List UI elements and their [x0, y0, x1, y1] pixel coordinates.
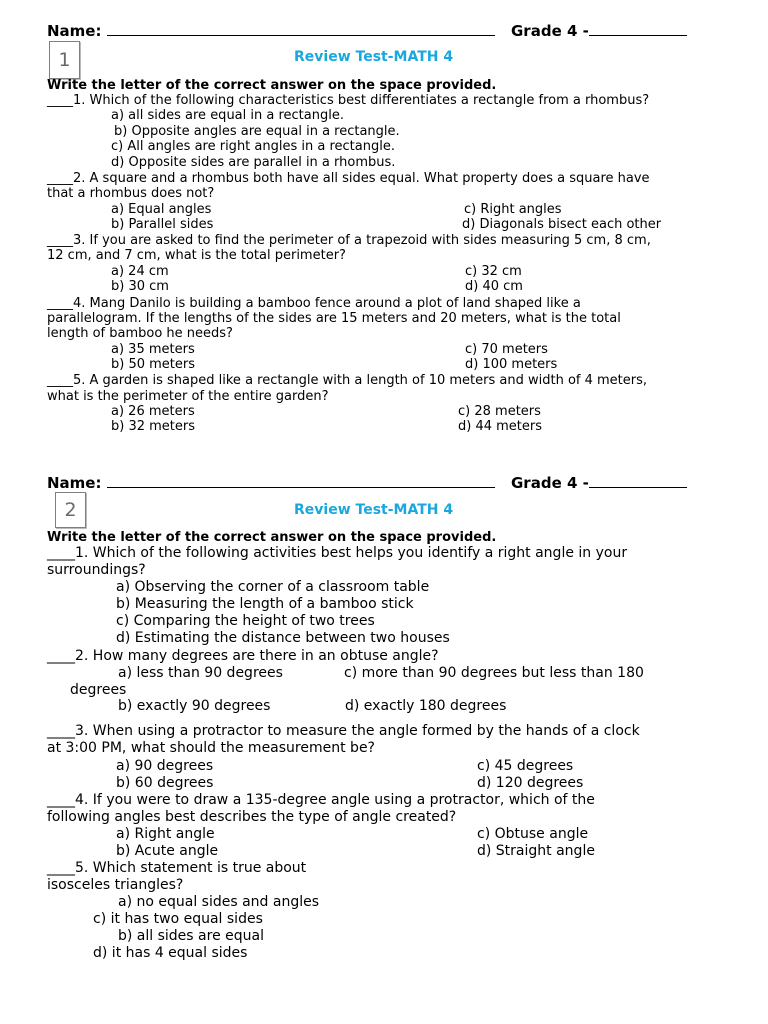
- question-2-cont: that a rhombus does not?: [47, 186, 215, 201]
- question-4: ____4. If you were to draw a 135-degree angle using a protractor, which of the: [47, 792, 595, 808]
- choice-b: b) 50 meters: [111, 357, 196, 372]
- choice-b: b) 60 degrees: [116, 775, 214, 791]
- question-4: ____4. Mang Danilo is building a bamboo fence around a plot of land shaped like a: [47, 296, 581, 311]
- question-1: ____1. Which of the following characteristics best differentiates a rectangle from a rhombus?: [47, 93, 650, 108]
- choice-b: b) Opposite angles are equal in a rectangle.: [114, 124, 400, 139]
- name-label: Name:: [47, 474, 102, 492]
- choice-c: c) 45 degrees: [477, 758, 574, 774]
- question-5: ____5. Which statement is true about: [47, 860, 307, 876]
- choice-c: c) Comparing the height of two trees: [116, 613, 375, 629]
- choice-c: c) 32 cm: [465, 264, 522, 279]
- test-number-box: 1: [49, 41, 80, 79]
- choice-d: d) Diagonals bisect each other: [462, 217, 662, 232]
- choice-d: d) 120 degrees: [477, 775, 584, 791]
- choice-b: b) all sides are equal: [118, 928, 264, 944]
- choice-b: b) Parallel sides: [111, 217, 214, 232]
- grade-label: Grade 4 -: [511, 474, 589, 492]
- choice-c: c) 28 meters: [458, 404, 541, 419]
- name-blank: [107, 473, 495, 488]
- question-5-cont: what is the perimeter of the entire garden?: [47, 389, 329, 404]
- question-2: ____2. How many degrees are there in an obtuse angle?: [47, 648, 439, 664]
- grade-label: Grade 4 -: [511, 22, 589, 40]
- grade-row: [511, 21, 687, 40]
- choice-c-cont: degrees: [70, 682, 127, 698]
- test-number-box: 2: [55, 492, 86, 528]
- test-title: Review Test-MATH 4: [294, 502, 454, 518]
- choice-b: b) 30 cm: [111, 279, 169, 294]
- choice-d: d) it has 4 equal sides: [93, 945, 248, 961]
- choice-a: a) Right angle: [116, 826, 215, 842]
- choice-c: c) All angles are right angles in a rectangle.: [111, 139, 395, 154]
- question-3-cont: 12 cm, and 7 cm, what is the total perimeter?: [47, 248, 346, 263]
- question-3-cont: at 3:00 PM, what should the measurement be?: [47, 740, 375, 756]
- choice-b: b) Acute angle: [116, 843, 219, 859]
- choice-d: d) Estimating the distance between two houses: [116, 630, 450, 646]
- choice-d: d) 44 meters: [458, 419, 543, 434]
- choice-c: c) it has two equal sides: [93, 911, 263, 927]
- question-2: ____2. A square and a rhombus both have all sides equal. What property does a square have: [47, 171, 650, 186]
- grade-row: [511, 473, 687, 492]
- choice-c: c) 70 meters: [465, 342, 548, 357]
- name-label: Name:: [47, 22, 102, 40]
- question-3: ____3. If you are asked to find the perimeter of a trapezoid with sides measuring 5 cm, 8 cm,: [47, 233, 651, 248]
- question-3: ____3. When using a protractor to measure the angle formed by the hands of a clock: [47, 723, 640, 739]
- choice-a: a) less than 90 degrees: [118, 665, 283, 681]
- choice-b: b) Measuring the length of a bamboo stick: [116, 596, 414, 612]
- name-blank: [107, 21, 495, 36]
- choice-c: c) Right angles: [464, 202, 562, 217]
- test-title: Review Test-MATH 4: [294, 49, 454, 65]
- choice-a: a) 24 cm: [111, 264, 169, 279]
- question-4-cont: parallelogram. If the lengths of the sides are 15 meters and 20 meters, what is the total: [47, 311, 621, 326]
- instruction: Write the letter of the correct answer on the space provided.: [47, 530, 497, 545]
- grade-blank: [589, 473, 687, 488]
- choice-d: d) 100 meters: [465, 357, 558, 372]
- question-5: ____5. A garden is shaped like a rectangle with a length of 10 meters and width of 4 meters,: [47, 373, 648, 388]
- choice-b: b) 32 meters: [111, 419, 196, 434]
- choice-a: a) all sides are equal in a rectangle.: [111, 108, 344, 123]
- choice-d: d) 40 cm: [465, 279, 523, 294]
- choice-d: d) exactly 180 degrees: [345, 698, 507, 714]
- name-row: [47, 473, 495, 492]
- question-4-cont-2: length of bamboo he needs?: [47, 326, 233, 341]
- choice-c: c) more than 90 degrees but less than 180: [344, 665, 644, 681]
- question-1: ____1. Which of the following activities best helps you identify a right angle in your: [47, 545, 628, 561]
- choice-a: a) 35 meters: [111, 342, 195, 357]
- question-5-cont: isosceles triangles?: [47, 877, 184, 893]
- choice-d: d) Opposite sides are parallel in a rhombus.: [111, 155, 396, 170]
- choice-a: a) 90 degrees: [116, 758, 214, 774]
- choice-d: d) Straight angle: [477, 843, 595, 859]
- choice-a: a) Equal angles: [111, 202, 212, 217]
- choice-a: a) no equal sides and angles: [118, 894, 320, 910]
- choice-c: c) Obtuse angle: [477, 826, 589, 842]
- choice-a: a) 26 meters: [111, 404, 195, 419]
- name-row: [47, 21, 495, 40]
- choice-b: b) exactly 90 degrees: [118, 698, 271, 714]
- grade-blank: [589, 21, 687, 36]
- instruction: Write the letter of the correct answer on the space provided.: [47, 78, 497, 93]
- question-1-cont: surroundings?: [47, 562, 146, 578]
- question-4-cont: following angles best describes the type of angle created?: [47, 809, 457, 825]
- choice-a: a) Observing the corner of a classroom table: [116, 579, 430, 595]
